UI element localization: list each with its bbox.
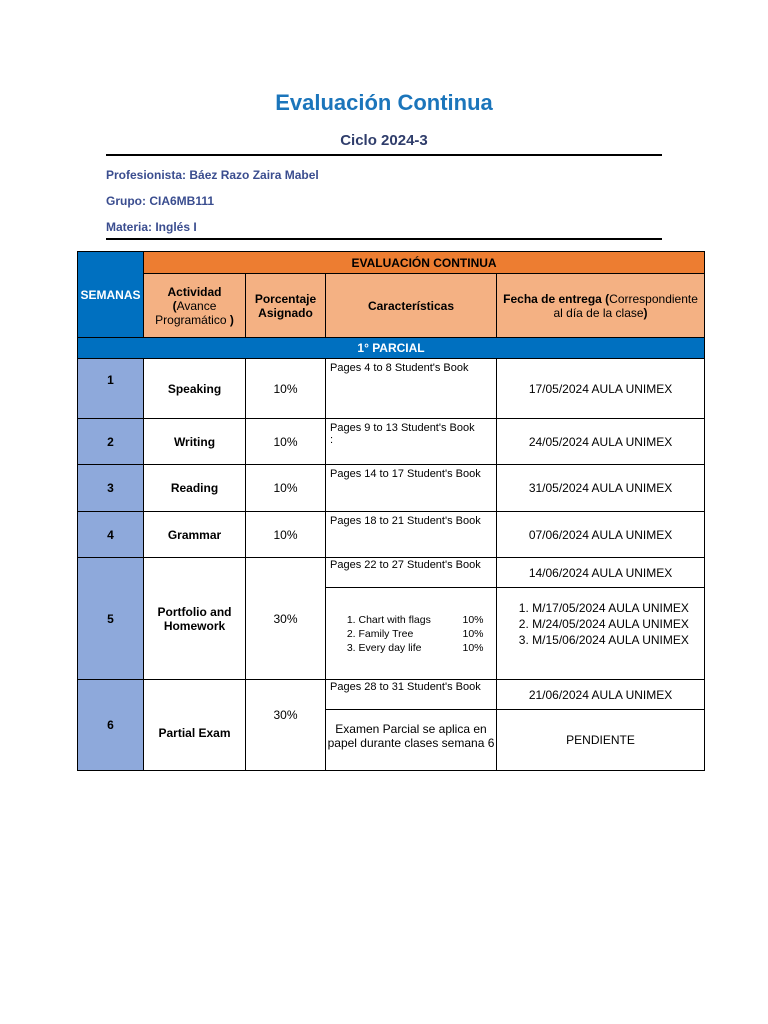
porcentaje-cell: 30% bbox=[246, 680, 326, 771]
list-item: 2. M/24/05/2024 AULA UNIMEX bbox=[532, 616, 689, 632]
week-number: 2 bbox=[78, 419, 144, 465]
table-row bbox=[78, 359, 705, 419]
fecha-cell: 31/05/2024 AULA UNIMEX bbox=[497, 465, 705, 512]
header-fecha-paren-close: ) bbox=[643, 305, 648, 320]
list-item bbox=[359, 613, 484, 627]
actividad-cell: Portfolio and Homework bbox=[144, 558, 246, 680]
materia-label: Materia: Inglés I bbox=[106, 220, 197, 234]
fecha-cell: 14/06/2024 AULA UNIMEX bbox=[497, 558, 705, 588]
list-item-label: Family Tree bbox=[358, 627, 414, 640]
actividad-cell: Partial Exam bbox=[144, 680, 246, 771]
table-row bbox=[78, 512, 705, 558]
table-row bbox=[78, 419, 705, 465]
caracteristicas-cell: Examen Parcial se aplica en papel durante clases semana 6 bbox=[326, 710, 497, 771]
profesionista-label: Profesionista: Báez Razo Zaira Mabel bbox=[106, 168, 319, 182]
week-number: 3 bbox=[78, 465, 144, 512]
page-subtitle: Ciclo 2024-3 bbox=[340, 132, 428, 149]
table-row bbox=[78, 680, 705, 710]
list-item-pct: 10% bbox=[462, 641, 484, 654]
porcentaje-cell: 10% bbox=[246, 419, 326, 465]
porcentaje-cell: 10% bbox=[246, 512, 326, 558]
list-item: 3. M/15/06/2024 AULA UNIMEX bbox=[532, 632, 689, 648]
caracteristicas-list-cell bbox=[326, 588, 497, 680]
header-actividad-paren-close: ) bbox=[226, 312, 234, 327]
porcentaje-cell: 30% bbox=[246, 558, 326, 680]
header-fecha-label: Fecha de entrega ( bbox=[503, 291, 610, 306]
week-number: 5 bbox=[78, 558, 144, 680]
list-item bbox=[359, 641, 484, 655]
parcial-banner: 1° PARCIAL bbox=[78, 338, 705, 359]
list-item: 1. M/17/05/2024 AULA UNIMEX bbox=[532, 600, 689, 616]
caracteristicas-cell: Pages 22 to 27 Student's Book bbox=[326, 558, 497, 588]
list-item-label: Chart with flags bbox=[358, 613, 431, 626]
caracteristicas-extra: : bbox=[330, 434, 334, 446]
header-evaluacion: EVALUACIÓN CONTINUA bbox=[144, 252, 705, 274]
divider-top bbox=[106, 154, 662, 156]
fecha-cell: 17/05/2024 AULA UNIMEX bbox=[497, 359, 705, 419]
list-item-pct: 10% bbox=[462, 613, 484, 626]
header-actividad-sub: Avance Programático bbox=[155, 298, 227, 327]
porcentaje-cell: 10% bbox=[246, 465, 326, 512]
header-porcentaje: Porcentaje Asignado bbox=[246, 274, 326, 338]
fecha-cell: 21/06/2024 AULA UNIMEX bbox=[497, 680, 705, 710]
week-number: 6 bbox=[78, 680, 144, 771]
evaluation-table bbox=[77, 251, 705, 771]
porcentaje-cell: 10% bbox=[246, 359, 326, 419]
list-item bbox=[359, 627, 484, 641]
week-number: 4 bbox=[78, 512, 144, 558]
actividad-cell: Speaking bbox=[144, 359, 246, 419]
actividad-cell: Writing bbox=[144, 419, 246, 465]
caracteristicas-cell: Pages 28 to 31 Student's Book bbox=[326, 680, 497, 710]
portfolio-list bbox=[339, 613, 484, 655]
caracteristicas-cell: Pages 18 to 21 Student's Book bbox=[326, 512, 497, 558]
table-row bbox=[78, 558, 705, 588]
fecha-cell: PENDIENTE bbox=[497, 710, 705, 771]
header-actividad-paren-open: ( bbox=[172, 298, 177, 313]
table-row bbox=[78, 465, 705, 512]
list-item-pct: 10% bbox=[462, 627, 484, 640]
header-actividad-label: Actividad bbox=[167, 284, 222, 299]
caracteristicas-cell: Pages 4 to 8 Student's Book bbox=[326, 359, 497, 419]
actividad-cell: Grammar bbox=[144, 512, 246, 558]
list-item-label: Every day life bbox=[358, 641, 422, 654]
fecha-list-cell bbox=[497, 588, 705, 680]
header-caracteristicas: Características bbox=[326, 274, 497, 338]
caracteristicas-cell bbox=[326, 419, 497, 465]
page-title: Evaluación Continua bbox=[275, 90, 493, 115]
header-actividad bbox=[144, 274, 246, 338]
header-fecha bbox=[497, 274, 705, 338]
header-fecha-sub: Correspondiente al día de la clase bbox=[553, 291, 698, 320]
header-semanas: SEMANAS bbox=[78, 252, 144, 338]
fecha-cell: 07/06/2024 AULA UNIMEX bbox=[497, 512, 705, 558]
fecha-cell: 24/05/2024 AULA UNIMEX bbox=[497, 419, 705, 465]
week-number: 1 bbox=[78, 359, 144, 419]
portfolio-dates bbox=[512, 600, 689, 648]
caracteristicas-cell: Pages 14 to 17 Student's Book bbox=[326, 465, 497, 512]
divider-bottom bbox=[106, 238, 662, 240]
grupo-label: Grupo: CIA6MB111 bbox=[106, 194, 215, 208]
caracteristicas-text: Pages 9 to 13 Student's Book bbox=[330, 422, 475, 434]
actividad-cell: Reading bbox=[144, 465, 246, 512]
